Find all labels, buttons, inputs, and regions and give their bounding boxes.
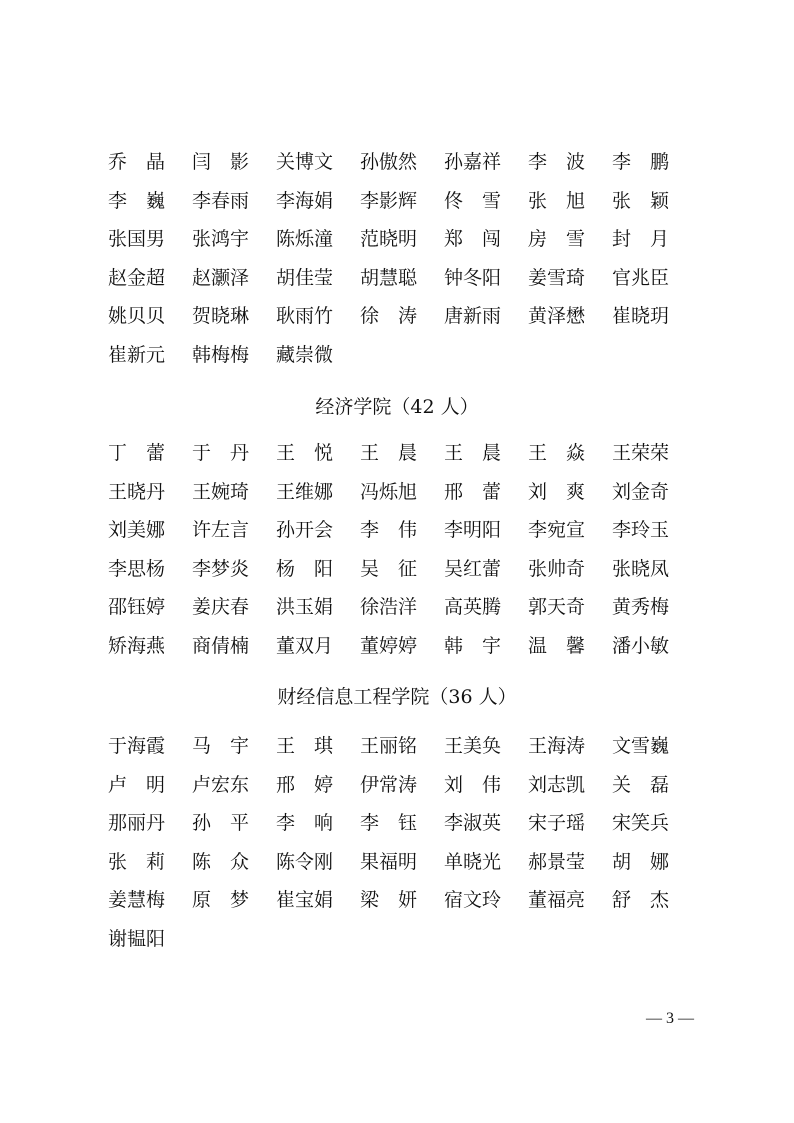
name-entry: 王维娜: [276, 480, 334, 503]
name-entry: 王婉琦: [192, 480, 250, 503]
name-list-finance: [108, 727, 689, 958]
name-entry: 许左言: [192, 519, 250, 541]
name-entry: 温馨: [528, 634, 605, 657]
name-entry: 钟冬阳: [444, 266, 502, 289]
name-entry: 郑闯: [444, 228, 521, 250]
name-entry: 赵灏泽: [192, 266, 250, 289]
name-entry: 房雪: [528, 228, 605, 250]
name-entry: 邵钰婷: [108, 596, 166, 618]
name-entry: 赵金超: [108, 266, 166, 289]
name-entry: 崔宝娟: [276, 889, 334, 911]
name-entry: 文雪巍: [612, 735, 670, 757]
name-entry: 丁蕾: [108, 442, 185, 464]
name-entry: 吴红蕾: [444, 557, 502, 580]
name-entry: 韩宇: [444, 634, 521, 657]
name-entry: 洪玉娟: [276, 596, 334, 618]
name-entry: 耿雨竹: [276, 305, 334, 327]
name-entry: 董婷婷: [360, 634, 418, 657]
name-entry: 果福明: [360, 850, 418, 873]
name-entry: 王晓丹: [108, 480, 166, 503]
name-entry: 杨阳: [276, 557, 353, 580]
name-entry: 李波: [528, 151, 605, 173]
name-entry: 刘志凯: [528, 773, 586, 796]
page-number: — 3 —: [646, 1010, 694, 1027]
name-grid-finance: [108, 727, 689, 958]
name-entry: 张晓凤: [612, 557, 670, 580]
name-entry: 胡娜: [612, 850, 689, 873]
name-entry: 潘小敏: [612, 634, 670, 657]
name-list-econ: [108, 434, 686, 665]
name-entry: 关磊: [612, 773, 689, 796]
name-entry: 李影辉: [360, 189, 418, 212]
name-entry: 陈令刚: [276, 850, 334, 873]
name-entry: 李宛宣: [528, 519, 586, 541]
name-entry: 黄泽懋: [528, 305, 586, 327]
name-entry: 胡佳莹: [276, 266, 334, 289]
name-entry: 唐新雨: [444, 305, 502, 327]
name-entry: 徐浩洋: [360, 596, 418, 618]
name-entry: 孙嘉祥: [444, 151, 502, 173]
name-entry: 范晓明: [360, 228, 418, 250]
name-entry: 佟雪: [444, 189, 521, 212]
name-entry: 闫影: [192, 151, 269, 173]
name-entry: 高英腾: [444, 596, 502, 618]
name-entry: 陈众: [192, 850, 269, 873]
name-entry: 那丽丹: [108, 812, 166, 834]
name-grid-econ: [108, 434, 686, 665]
name-entry: 李海娟: [276, 189, 334, 212]
name-entry: 邢蕾: [444, 480, 521, 503]
name-entry: 王美奂: [444, 735, 502, 757]
name-entry: 卢明: [108, 773, 185, 796]
name-entry: 刘美娜: [108, 519, 166, 541]
name-entry: 孙开会: [276, 519, 334, 541]
name-entry: 关博文: [276, 151, 334, 173]
name-entry: 李玲玉: [612, 519, 670, 541]
name-entry: 王晨: [360, 442, 437, 464]
name-entry: 郭天奇: [528, 596, 586, 618]
name-entry: 王海涛: [528, 735, 586, 757]
name-entry: 刘金奇: [612, 480, 670, 503]
name-entry: 张莉: [108, 850, 185, 873]
name-entry: 姜庆春: [192, 596, 250, 618]
name-entry: 卢宏东: [192, 773, 250, 796]
name-entry: 陈烁潼: [276, 228, 334, 250]
name-entry: 宋笑兵: [612, 812, 670, 834]
name-entry: 张旭: [528, 189, 605, 212]
name-entry: 李鹏: [612, 151, 689, 173]
name-entry: 张颖: [612, 189, 689, 212]
name-entry: 藏崇微: [276, 343, 334, 366]
name-entry: 徐涛: [360, 305, 437, 327]
section-heading-finance: 财经信息工程学院（36 人）: [277, 686, 517, 708]
name-entry: 张鸿宇: [192, 228, 250, 250]
name-entry: 冯烁旭: [360, 480, 418, 503]
name-entry: 郝景莹: [528, 850, 586, 873]
name-entry: 王琪: [276, 735, 353, 757]
name-entry: 舒杰: [612, 889, 689, 911]
name-entry: 刘爽: [528, 480, 605, 503]
name-entry: 王丽铭: [360, 735, 418, 757]
name-entry: 董福亮: [528, 889, 586, 911]
name-entry: 崔晓玥: [612, 305, 670, 327]
name-entry: 黄秀梅: [612, 596, 670, 618]
name-entry: 刘伟: [444, 773, 521, 796]
name-entry: 李春雨: [192, 189, 250, 212]
name-entry: 贺晓琳: [192, 305, 250, 327]
name-entry: 孙平: [192, 812, 269, 834]
name-entry: 王荣荣: [612, 442, 670, 464]
name-list-top: [108, 143, 689, 374]
name-entry: 姚贝贝: [108, 305, 166, 327]
name-entry: 商倩楠: [192, 634, 250, 657]
name-entry: 谢韫阳: [108, 927, 166, 950]
name-entry: 宿文玲: [444, 889, 502, 911]
name-entry: 李钰: [360, 812, 437, 834]
name-entry: 矫海燕: [108, 634, 166, 657]
name-entry: 官兆臣: [612, 266, 670, 289]
name-entry: 封月: [612, 228, 689, 250]
name-entry: 韩梅梅: [192, 343, 250, 366]
name-entry: 王悦: [276, 442, 353, 464]
name-entry: 李明阳: [444, 519, 502, 541]
name-entry: 姜慧梅: [108, 889, 166, 911]
name-entry: 姜雪琦: [528, 266, 586, 289]
name-entry: 原梦: [192, 889, 269, 911]
name-entry: 张国男: [108, 228, 166, 250]
name-entry: 李淑英: [444, 812, 502, 834]
name-grid-top: [108, 143, 689, 374]
name-entry: 吴征: [360, 557, 437, 580]
name-entry: 邢婷: [276, 773, 353, 796]
name-entry: 乔晶: [108, 151, 185, 173]
section-heading-econ: 经济学院（42 人）: [315, 396, 479, 418]
name-entry: 马宇: [192, 735, 269, 757]
name-entry: 李巍: [108, 189, 185, 212]
name-entry: 单晓光: [444, 850, 502, 873]
name-entry: 孙傲然: [360, 151, 418, 173]
name-entry: 张帅奇: [528, 557, 586, 580]
name-entry: 梁妍: [360, 889, 437, 911]
name-entry: 伊常涛: [360, 773, 418, 796]
name-entry: 李响: [276, 812, 353, 834]
name-entry: 宋子瑶: [528, 812, 586, 834]
name-entry: 李伟: [360, 519, 437, 541]
name-entry: 李思杨: [108, 557, 166, 580]
name-entry: 胡慧聪: [360, 266, 418, 289]
name-entry: 董双月: [276, 634, 334, 657]
name-entry: 于海霞: [108, 735, 166, 757]
name-entry: 于丹: [192, 442, 269, 464]
name-entry: 崔新元: [108, 343, 166, 366]
name-entry: 王晨: [444, 442, 521, 464]
name-entry: 李梦炎: [192, 557, 250, 580]
name-entry: 王焱: [528, 442, 605, 464]
